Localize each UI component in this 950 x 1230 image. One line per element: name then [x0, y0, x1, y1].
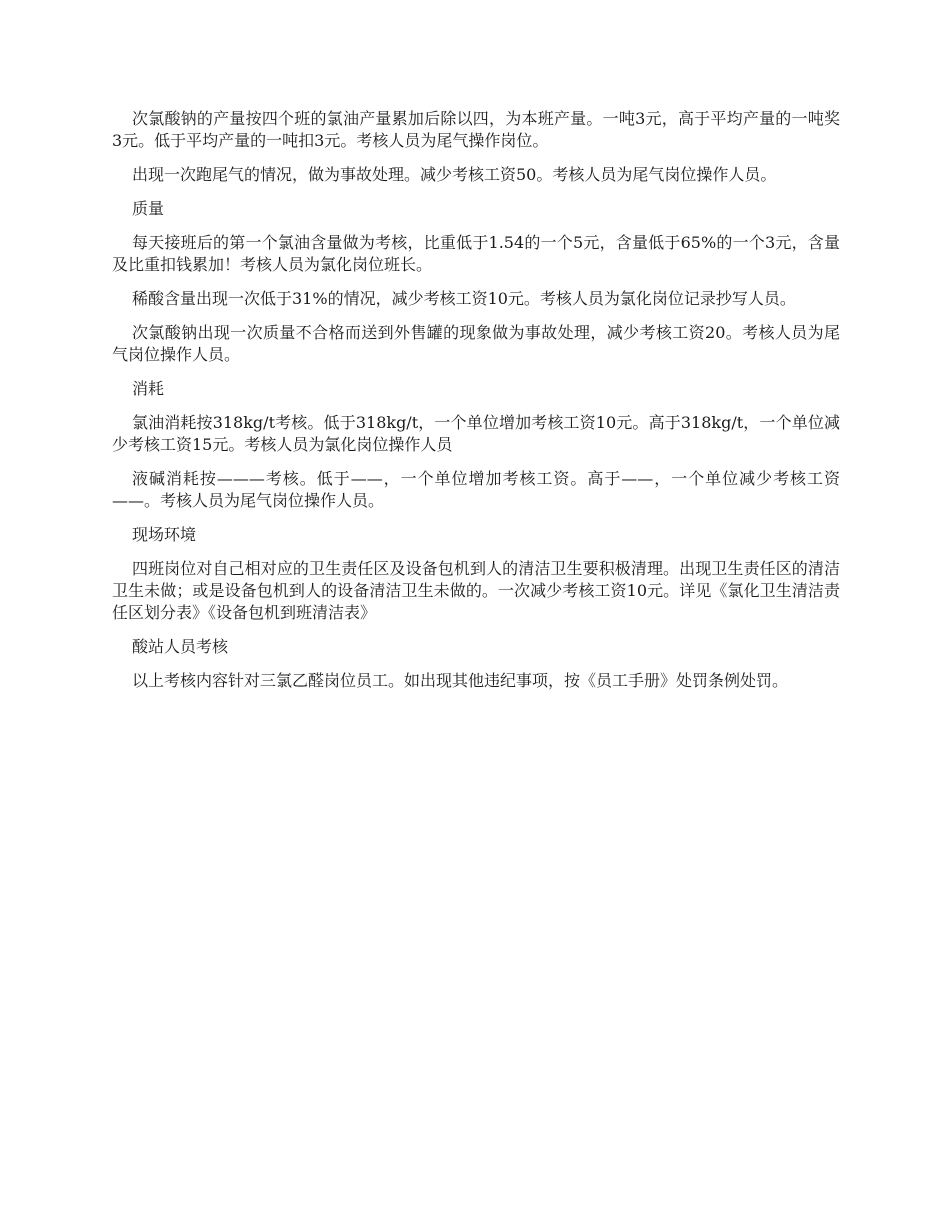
paragraph-chlorinated-oil-consumption: 氯油消耗按318kg/t考核。低于318kg/t，一个单位增加考核工资10元。高于318kg/t，一个单位减少考核工资15元。考核人员为氯化岗位操作人员 [112, 413, 840, 454]
paragraph-caustic-consumption: 液碱消耗按———考核。低于——，一个单位增加考核工资。高于——，一个单位减少考核工资——。考核人员为尾气岗位操作人员。 [112, 469, 840, 510]
document-body [112, 108, 840, 704]
section-heading-acid-station: 酸站人员考核 [132, 637, 229, 656]
paragraph-sodium-hypochlorite-output: 次氯酸钠的产量按四个班的氯油产量累加后除以四，为本班产量。一吨3元，高于平均产量的一吨奖3元。低于平均产量的一吨扣3元。考核人员为尾气操作岗位。 [112, 109, 840, 150]
paragraph-hygiene-responsibility: 四班岗位对自己相对应的卫生责任区及设备包机到人的清洁卫生要积极清理。出现卫生责任区的清洁卫生未做；或是设备包机到人的设备清洁卫生未做的。一次减少考核工资10元。详见《氯化卫生清洁责任区划分表》《设备包机到班清洁表》 [112, 559, 840, 622]
paragraph-chlorinated-oil-content: 每天接班后的第一个氯油含量做为考核，比重低于1.54的一个5元，含量低于65%的一个3元，含量及比重扣钱累加！考核人员为氯化岗位班长。 [112, 233, 840, 274]
paragraph-tail-gas-incident: 出现一次跑尾气的情况，做为事故处理。减少考核工资50。考核人员为尾气岗位操作人员。 [132, 165, 777, 184]
section-heading-quality: 质量 [132, 199, 165, 218]
paragraph-scope-note: 以上考核内容针对三氯乙醛岗位员工。如出现其他违纪事项，按《员工手册》处罚条例处罚。 [132, 671, 789, 690]
section-heading-site-environment: 现场环境 [132, 525, 197, 544]
section-heading-consumption: 消耗 [132, 379, 165, 398]
paragraph-hypochlorite-quality: 次氯酸钠出现一次质量不合格而送到外售罐的现象做为事故处理，减少考核工资20。考核人员为尾气岗位操作人员。 [112, 323, 840, 364]
paragraph-dilute-acid-content: 稀酸含量出现一次低于31%的情况，减少考核工资10元。考核人员为氯化岗位记录抄写人员。 [132, 289, 796, 308]
